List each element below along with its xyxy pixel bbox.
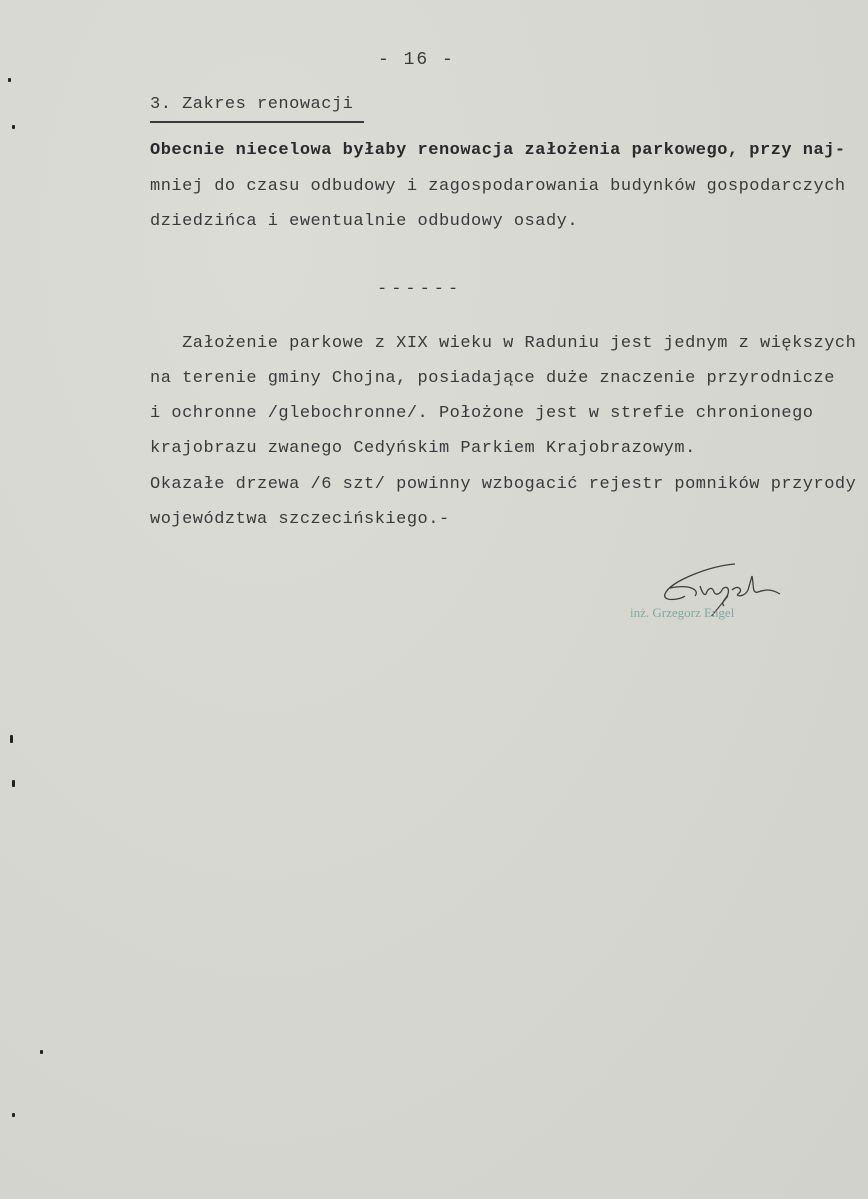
- separator: ------: [377, 280, 463, 299]
- paragraph1-line: dziedzińca i ewentualnie odbudowy osady.: [150, 212, 579, 231]
- name-stamp: inż. Grzegorz Engel: [630, 605, 735, 620]
- margin-mark: [12, 1113, 15, 1117]
- margin-mark: [12, 780, 15, 787]
- margin-mark: [10, 735, 13, 743]
- paragraph1-line: Obecnie niecelowa byłaby renowacja założenia parkowego, przy naj-: [150, 141, 846, 160]
- paragraph2-line: krajobrazu zwanego Cedyńskim Parkiem Krajobrazowym.: [150, 439, 696, 458]
- margin-mark: [12, 125, 15, 129]
- paragraph2-line: Założenie parkowe z XIX wieku w Raduniu jest jednym z większych: [150, 334, 857, 353]
- paragraph2-line: Okazałe drzewa /6 szt/ powinny wzbogacić rejestr pomników przyrody: [150, 475, 857, 494]
- margin-mark: [40, 1050, 43, 1054]
- paragraph2-line: na terenie gminy Chojna, posiadające duże znaczenie przyrodnicze: [150, 369, 835, 388]
- heading-underline: [150, 121, 364, 123]
- paragraph2-line: województwa szczecińskiego.-: [150, 510, 450, 529]
- section-heading: 3. Zakres renowacji: [150, 95, 354, 114]
- paragraph2-line: i ochronne /glebochronne/. Położone jest w strefie chronionego: [150, 404, 814, 423]
- page-number: - 16 -: [378, 50, 455, 70]
- margin-mark: [8, 78, 11, 82]
- paragraph1-line: mniej do czasu odbudowy i zagospodarowania budynków gospodarczych: [150, 177, 846, 196]
